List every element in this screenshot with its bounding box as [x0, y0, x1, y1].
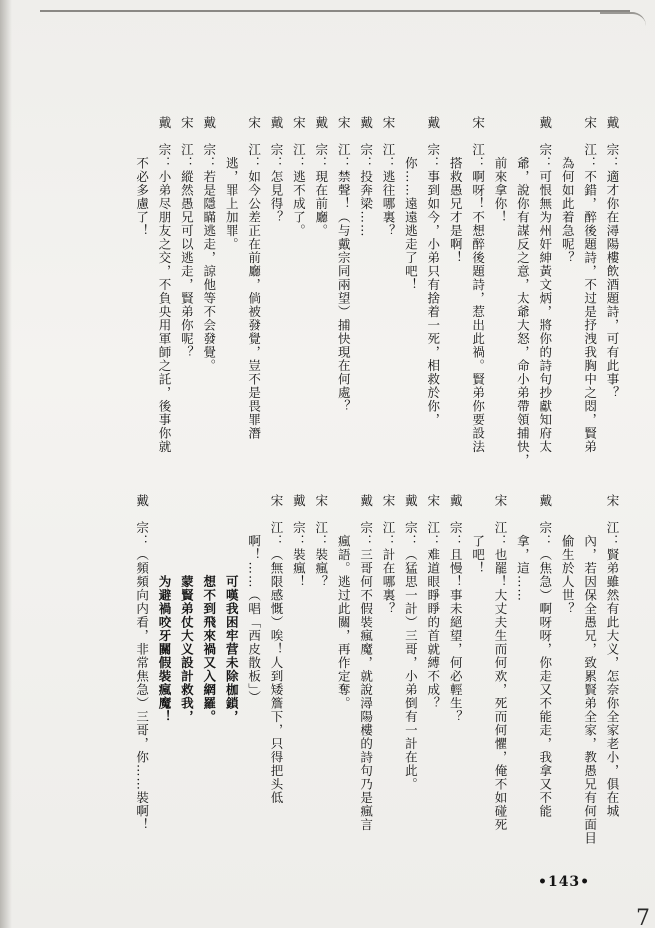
- upper-text-column: 宋 江：逃往哪裏？: [381, 116, 396, 238]
- upper-text-column: 宋 江：縱然愚兄可以逃走，賢弟你呢？: [179, 116, 195, 359]
- upper-text-column: 戴 宗：投奔梁……: [358, 116, 374, 238]
- upper-text-column: 戴 宗：怎見得？: [269, 116, 284, 224]
- upper-text-column: 宋 江：禁聲！（与戴宗同兩望）捕快現在何處？: [336, 116, 352, 413]
- upper-text-column: 宋 江：不錯，醉後題詩，不过是抒洩我胸中之悶，賢弟: [582, 116, 598, 454]
- page-number: •143•: [538, 874, 591, 890]
- lower-text-column: 偷生於人世？: [560, 494, 576, 616]
- lower-text-column: 了吧！: [470, 494, 486, 575]
- lower-text-column: 可嘆我困牢营未除枷鎖，: [224, 494, 240, 724]
- lower-text-column: 蒙賢弟仗大义設計救我，: [179, 494, 195, 724]
- lower-text-column: 为避禍咬牙關假裝瘋魔！: [157, 494, 172, 724]
- lower-text-column: 內，若因保全愚兄，致累賢弟全家，教愚兄有何面目: [582, 494, 598, 845]
- upper-text-column: 宋 江：逃不成了。: [291, 116, 307, 238]
- upper-text-column: 戴 宗：事到如今，小弟只有捨着一死，相救於你，: [425, 116, 441, 427]
- lower-text-column: 宋 江：也罷！大丈夫生而何欢，死而何懼，俺不如碰死: [493, 494, 508, 832]
- lower-text-column: 宋 江：（無限感慨）唉！人到矮簷下，只得把头低: [269, 494, 284, 805]
- lower-text-column: 戴 宗：（猛思一計）三哥，小弟倒有一計在此。: [403, 494, 419, 791]
- lower-text-column: 啊！……（唱「西皮散板」）: [246, 494, 262, 704]
- upper-text-column: 前來拿你！: [493, 116, 508, 224]
- upper-text-column: 爺，說你有謀反之意，太爺大怒，命小弟帶領捕快，: [515, 116, 531, 467]
- lower-text-column: 戴 宗：裝瘋！: [291, 494, 307, 589]
- page-edge-shadow: [0, 0, 12, 928]
- top-corner-curl: [600, 12, 646, 26]
- lower-text-column: 戴 宗：三哥何不假裝瘋魔，就說潯陽樓的詩句乃是瘋言: [358, 494, 374, 832]
- lower-text-column: 戴 宗：（焦急）啊呀呀，你走又不能走，我拿又不能: [537, 494, 553, 818]
- upper-text-column: 戴 宗：可恨無为州奸紳黃文炳，將你的詩句抄獻知府太: [537, 116, 553, 454]
- lower-text-column: 宋 江：难道眼睜睜的首就縛不成？: [425, 494, 441, 710]
- top-border-line: [40, 10, 630, 12]
- upper-text-column: 你……遠遠逃走了吧！: [403, 116, 419, 292]
- lower-text-column: 戴 宗：（頻頻向内看，非常焦急）三哥，你……裝啊！: [134, 494, 150, 832]
- lower-text-column: 拿，這……: [515, 494, 531, 602]
- upper-text-column: 戴 宗：小弟尽朋友之交，不負央用軍師之託，後事你就: [157, 116, 172, 454]
- upper-text-column: 宋 江：啊呀！不想醉後題詩，惹出此禍。賢弟你要設法: [470, 116, 486, 454]
- upper-text-column: 宋 江：如今公差正在前廳，倘被發覺，豈不是畏罪潛: [246, 116, 262, 440]
- lower-text-column: 宋 江：計在哪裏？: [381, 494, 396, 616]
- lower-text-column: 宋 江：裝瘋？: [313, 494, 329, 589]
- upper-text-column: 戴 宗：現在前廳。: [313, 116, 329, 238]
- lower-text-column: 宋 江：賢弟雖然有此大义，怎奈你全家老小，俱在城: [605, 494, 620, 818]
- upper-text-column: 為何如此着急呢？: [560, 116, 576, 265]
- upper-text-column: 戴 宗：若是隱瞞逃走，諒他等不会發覺。: [201, 116, 217, 373]
- upper-text-column: 搭救愚兄才是啊！: [448, 116, 464, 265]
- lower-text-column: 瘋語。逃过此關，再作定奪。: [336, 494, 352, 710]
- upper-text-column: 逃，罪上加罪。: [224, 116, 240, 251]
- upper-text-column: 不必多慮了！: [134, 116, 150, 238]
- lower-text-column: 想不到飛來禍又入網羅。: [201, 494, 217, 724]
- lower-text-column: 戴 宗：且慢！事未絕望，何必輕生？: [448, 494, 464, 724]
- upper-text-column: 戴 宗：適才你在潯陽樓飲酒題詩，可有此事？: [605, 116, 620, 400]
- corner-mark: 7: [636, 906, 650, 928]
